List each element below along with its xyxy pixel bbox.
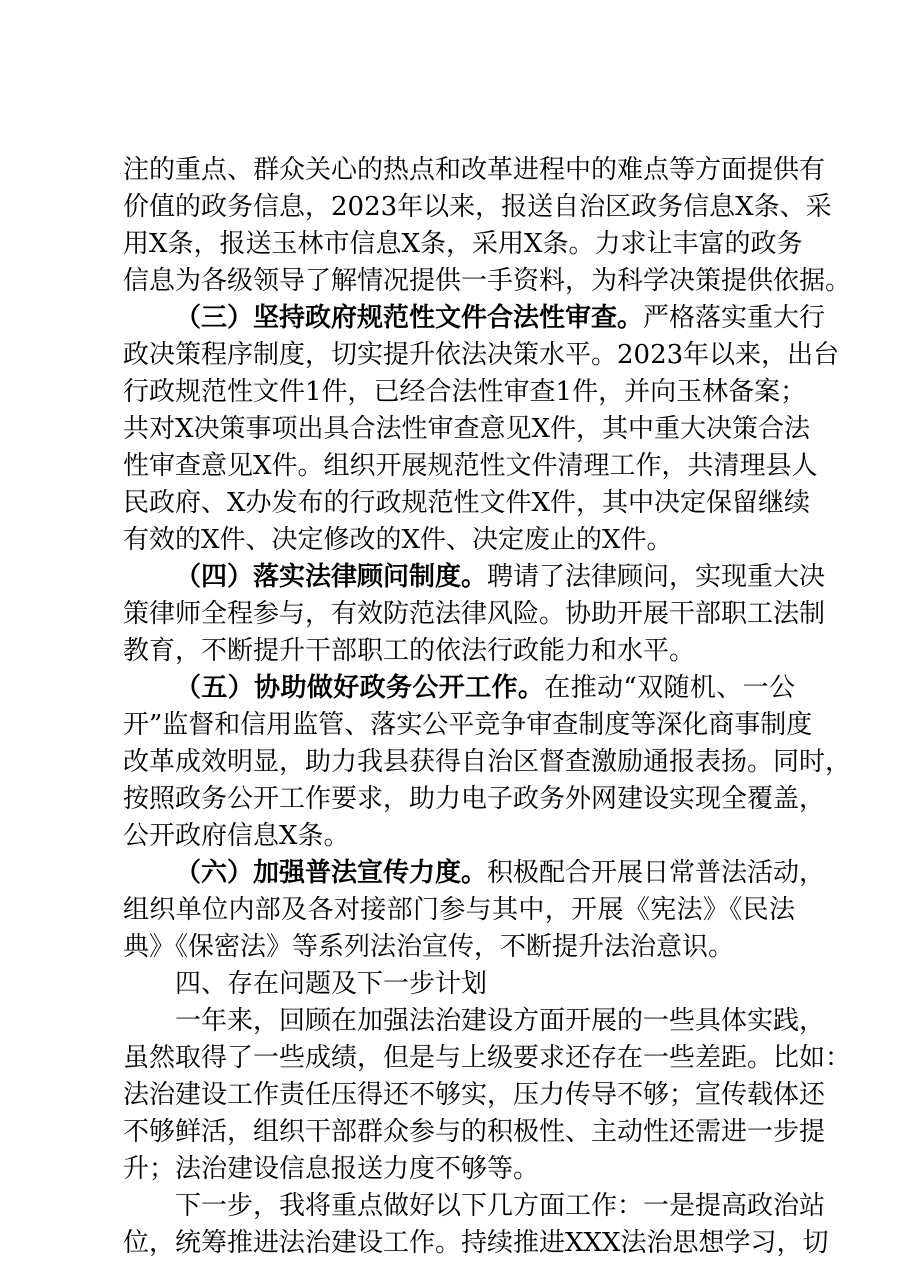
body-text-line: 按照政务公开工作要求，助力电子政务外网建设实现全覆盖， (123, 784, 826, 814)
body-text-line: 用X条，报送玉林市信息X条，采用X条。力求让丰富的政务 (123, 229, 803, 259)
body-text-span: 聘请了法律顾问，实现重大决 (487, 562, 826, 592)
body-text-line: 价值的政务信息，2023年以来，报送自治区政务信息X条、采 (123, 192, 832, 222)
body-text-line: 开”监督和信用监管、落实公平竞争审查制度等深化商事制度 (123, 710, 813, 740)
section-5-title: （五）协助做好政务公开工作。 (175, 673, 545, 703)
body-text-line: 组织单位内部及各对接部门参与其中，开展《宪法》《民法 (123, 895, 795, 925)
section-3-title: （三）坚持政府规范性文件合法性审查。 (175, 303, 644, 333)
body-text-line: 教育，不断提升干部职工的依法行政能力和水平。 (123, 636, 696, 666)
body-text-line: 策律师全程参与，有效防范法律风险。协助开展干部职工法制 (123, 599, 826, 629)
body-text-line: 民政府、X办发布的行政规范性文件X件，其中决定保留继续 (123, 488, 811, 518)
body-text-span: 在推动“双随机、一公 (544, 673, 795, 703)
section-4-first-line (175, 558, 826, 596)
body-text-line: 改革成效明显，助力我县获得自治区督查激励通报表扬。同时， (123, 747, 852, 777)
body-text-line: 性审查意见X件。组织开展规范性文件清理工作，共清理县人 (123, 451, 818, 481)
body-text-line: 法治建设工作责任压得还不够实，压力传导不够；宣传载体还 (123, 1080, 826, 1110)
body-text-line: 行政规范性文件1件，已经合法性审查1件，并向玉林备案； (123, 377, 807, 407)
body-text-line: 公开政府信息X条。 (123, 821, 350, 851)
body-text-line: 虽然取得了一些成绩，但是与上级要求还存在一些差距。比如： (123, 1043, 852, 1073)
section-5-first-line (175, 669, 795, 707)
section-4-title: （四）落实法律顾问制度。 (175, 562, 488, 592)
body-text-line: 位，统筹推进法治建设工作。持续推进XXX法治思想学习，切 (123, 1228, 829, 1258)
body-text-line: 升；法治建设信息报送力度不够等。 (123, 1154, 540, 1184)
section-6-first-line (175, 854, 826, 892)
body-text-span: 积极配合开展日常普法活动， (487, 858, 826, 888)
body-text-line: 一年来，回顾在加强法治建设方面开展的一些具体实践， (175, 1006, 826, 1036)
body-text-line: 有效的X件、决定修改的X件、决定废止的X件。 (123, 525, 673, 555)
section-3-first-line (175, 299, 826, 337)
body-text-span: 严格落实重大行 (643, 303, 826, 333)
body-text-line: 注的重点、群众关心的热点和改革进程中的难点等方面提供有 (123, 155, 826, 185)
body-text-line: 政决策程序制度，切实提升依法决策水平。2023年以来，出台 (123, 340, 840, 370)
body-text-line: 不够鲜活，组织干部群众参与的积极性、主动性还需进一步提 (123, 1117, 826, 1147)
body-text-line: 信息为各级领导了解情况提供一手资料，为科学决策提供依据。 (123, 266, 852, 296)
body-text-line: 共对X决策事项出具合法性审查意见X件，其中重大决策合法 (123, 414, 811, 444)
section-6-title: （六）加强普法宣传力度。 (175, 858, 488, 888)
chapter-heading: 四、存在问题及下一步计划 (175, 969, 488, 999)
body-text-line: 典》《保密法》等系列法治宣传，不断提升法治意识。 (123, 932, 735, 962)
body-text-line: 下一步，我将重点做好以下几方面工作：一是提高政治站 (175, 1191, 826, 1221)
